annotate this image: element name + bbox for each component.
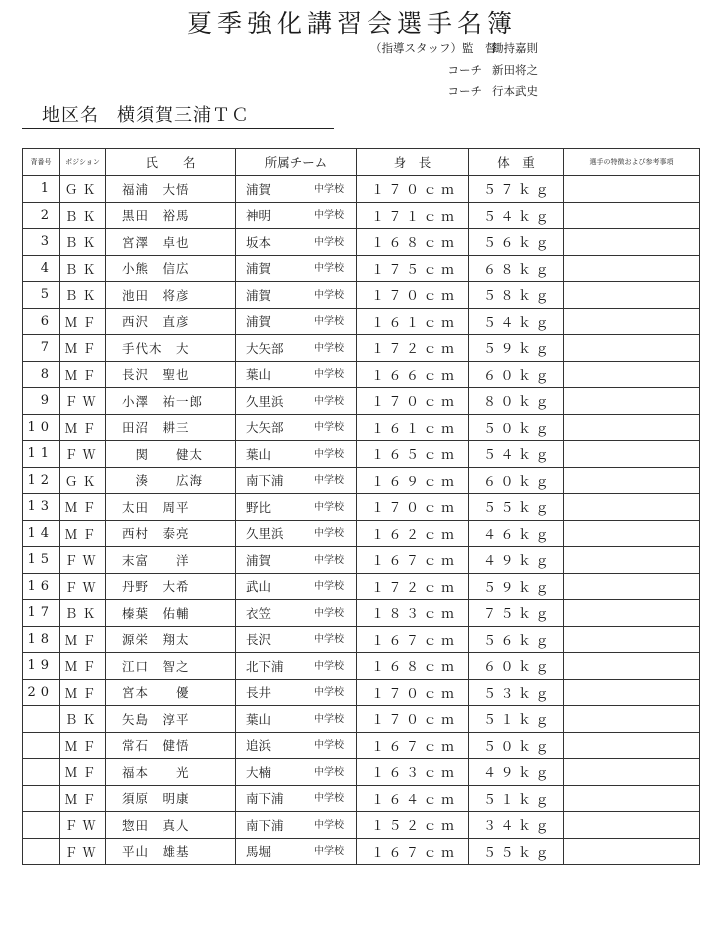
school-suffix: 中学校: [314, 581, 344, 593]
team-name: 長沢: [246, 632, 272, 648]
table-row: [23, 785, 700, 812]
player-position: ＢＫ: [60, 229, 106, 256]
school-suffix: 中学校: [314, 819, 344, 831]
player-team: [236, 600, 357, 627]
team-name: 葉山: [246, 711, 272, 727]
player-number: 4: [23, 255, 60, 282]
player-notes: [564, 600, 700, 627]
player-position: ＦＷ: [60, 441, 106, 468]
staff-role: コーチ: [447, 84, 482, 98]
region-line: [22, 104, 334, 129]
table-row: [23, 229, 700, 256]
player-number: 3: [23, 229, 60, 256]
player-position: ＭＦ: [60, 520, 106, 547]
player-position: ＭＦ: [60, 414, 106, 441]
player-weight: ５８ｋｇ: [469, 282, 564, 309]
table-row: [23, 626, 700, 653]
table-row: [23, 308, 700, 335]
player-position: ＦＷ: [60, 388, 106, 415]
player-team: [236, 308, 357, 335]
player-weight: ８０ｋｇ: [469, 388, 564, 415]
team-name: 久里浜: [246, 526, 284, 542]
player-weight: ６０ｋｇ: [469, 467, 564, 494]
table-row: [23, 361, 700, 388]
player-number: 1: [23, 176, 60, 203]
player-height: １６８ｃｍ: [357, 229, 469, 256]
player-team: [236, 414, 357, 441]
player-weight: ５７ｋｇ: [469, 176, 564, 203]
player-notes: [564, 176, 700, 203]
player-weight: ５５ｋｇ: [469, 838, 564, 865]
region-value: 横須賀三浦ＴＣ: [117, 105, 250, 126]
player-number: 19: [23, 653, 60, 680]
table-row: [23, 335, 700, 362]
player-number: [23, 732, 60, 759]
player-name: 池田 将彦: [106, 282, 236, 309]
player-number: 5: [23, 282, 60, 309]
player-team: [236, 388, 357, 415]
player-notes: [564, 202, 700, 229]
table-row: [23, 388, 700, 415]
player-position: ＢＫ: [60, 255, 106, 282]
table-row: [23, 600, 700, 627]
player-position: ＦＷ: [60, 573, 106, 600]
player-notes: [564, 494, 700, 521]
school-suffix: 中学校: [314, 793, 344, 805]
team-name: 馬堀: [246, 844, 272, 860]
staff-role: コーチ: [447, 62, 482, 77]
school-suffix: 中学校: [314, 369, 344, 381]
table-row: [23, 202, 700, 229]
player-position: ＭＦ: [60, 759, 106, 786]
table-row: [23, 547, 700, 574]
player-team: [236, 706, 357, 733]
player-number: 17: [23, 600, 60, 627]
player-name: 関 健太: [106, 441, 236, 468]
player-team: [236, 282, 357, 309]
player-weight: ５９ｋｇ: [469, 335, 564, 362]
player-name: 福本 光: [106, 759, 236, 786]
player-height: １７０ｃｍ: [357, 679, 469, 706]
team-name: 葉山: [246, 446, 272, 462]
player-name: 西沢 直彦: [106, 308, 236, 335]
player-notes: [564, 812, 700, 839]
staff-name: 新田将之: [492, 62, 538, 77]
player-name: 湊 広海: [106, 467, 236, 494]
header-name: 氏 名: [106, 149, 236, 176]
player-notes: [564, 308, 700, 335]
player-number: 16: [23, 573, 60, 600]
player-number: 8: [23, 361, 60, 388]
player-name: 小澤 祐一郎: [106, 388, 236, 415]
team-name: 南下浦: [246, 817, 284, 833]
player-height: １６１ｃｍ: [357, 414, 469, 441]
table-row: [23, 573, 700, 600]
table-row: [23, 732, 700, 759]
player-team: [236, 361, 357, 388]
school-suffix: 中学校: [314, 687, 344, 699]
player-weight: ７５ｋｇ: [469, 600, 564, 627]
school-suffix: 中学校: [314, 448, 344, 460]
player-position: ＧＫ: [60, 467, 106, 494]
player-height: １７０ｃｍ: [357, 706, 469, 733]
header-weight: 体 重: [469, 149, 564, 176]
player-height: １７０ｃｍ: [357, 176, 469, 203]
staff-name: 行本武史: [492, 84, 538, 98]
player-notes: [564, 414, 700, 441]
team-name: 神明: [246, 208, 272, 224]
school-suffix: 中学校: [314, 607, 344, 619]
player-weight: ６０ｋｇ: [469, 361, 564, 388]
player-height: １７２ｃｍ: [357, 573, 469, 600]
school-suffix: 中学校: [314, 740, 344, 752]
school-suffix: 中学校: [314, 395, 344, 407]
table-row: [23, 494, 700, 521]
player-position: ＭＦ: [60, 653, 106, 680]
player-position: ＭＦ: [60, 335, 106, 362]
school-suffix: 中学校: [314, 554, 344, 566]
player-number: [23, 706, 60, 733]
player-height: １６７ｃｍ: [357, 838, 469, 865]
player-position: ＦＷ: [60, 838, 106, 865]
player-height: １６８ｃｍ: [357, 653, 469, 680]
player-number: 18: [23, 626, 60, 653]
table-row: [23, 520, 700, 547]
document-title: 夏季強化講習会選手名簿: [186, 9, 517, 38]
table-row: [23, 176, 700, 203]
school-suffix: 中学校: [314, 501, 344, 513]
team-name: 武山: [246, 579, 272, 595]
team-name: 衣笠: [246, 605, 272, 621]
team-name: 南下浦: [246, 791, 284, 807]
player-notes: [564, 706, 700, 733]
school-suffix: 中学校: [314, 316, 344, 328]
player-weight: ４９ｋｇ: [469, 547, 564, 574]
player-number: [23, 812, 60, 839]
table-row: [23, 759, 700, 786]
school-suffix: 中学校: [314, 528, 344, 540]
table-row: [23, 414, 700, 441]
player-number: [23, 785, 60, 812]
player-team: [236, 229, 357, 256]
player-height: １７０ｃｍ: [357, 282, 469, 309]
player-number: 10: [23, 414, 60, 441]
school-suffix: 中学校: [314, 263, 344, 275]
school-suffix: 中学校: [314, 475, 344, 487]
player-weight: ５４ｋｇ: [469, 308, 564, 335]
player-notes: [564, 653, 700, 680]
player-team: [236, 732, 357, 759]
player-notes: [564, 547, 700, 574]
player-team: [236, 335, 357, 362]
player-name: 田沼 耕三: [106, 414, 236, 441]
team-name: 追浜: [246, 738, 272, 754]
player-position: ＢＫ: [60, 600, 106, 627]
player-number: 7: [23, 335, 60, 362]
player-team: [236, 838, 357, 865]
header-notes: 選手の特徴および参考事項: [564, 149, 700, 176]
player-weight: ５５ｋｇ: [469, 494, 564, 521]
player-weight: ５６ｋｇ: [469, 229, 564, 256]
staff-row-coach: [370, 81, 670, 103]
player-name: 榛葉 佑輔: [106, 600, 236, 627]
team-name: 南下浦: [246, 473, 284, 489]
player-height: １７２ｃｍ: [357, 335, 469, 362]
player-position: ＭＦ: [60, 361, 106, 388]
player-position: ＭＦ: [60, 785, 106, 812]
player-position: ＦＷ: [60, 547, 106, 574]
table-row: [23, 679, 700, 706]
player-name: 福浦 大悟: [106, 176, 236, 203]
team-name: 久里浜: [246, 393, 284, 409]
player-position: ＢＫ: [60, 282, 106, 309]
roster-body: [23, 176, 700, 865]
player-notes: [564, 785, 700, 812]
player-weight: ５３ｋｇ: [469, 679, 564, 706]
player-number: [23, 838, 60, 865]
team-name: 長井: [246, 685, 272, 701]
team-name: 浦賀: [246, 287, 272, 303]
table-row: [23, 282, 700, 309]
player-number: 14: [23, 520, 60, 547]
player-height: １６６ｃｍ: [357, 361, 469, 388]
player-weight: ５９ｋｇ: [469, 573, 564, 600]
player-notes: [564, 335, 700, 362]
player-height: １６１ｃｍ: [357, 308, 469, 335]
player-name: 宮本 優: [106, 679, 236, 706]
table-row: [23, 255, 700, 282]
team-name: 野比: [246, 499, 272, 515]
player-notes: [564, 361, 700, 388]
school-suffix: 中学校: [314, 342, 344, 354]
team-name: 大矢部: [246, 420, 284, 436]
player-team: [236, 441, 357, 468]
player-team: [236, 255, 357, 282]
player-weight: ６８ｋｇ: [469, 255, 564, 282]
player-number: 20: [23, 679, 60, 706]
player-height: １６７ｃｍ: [357, 626, 469, 653]
player-notes: [564, 759, 700, 786]
player-weight: ３４ｋｇ: [469, 812, 564, 839]
team-name: 大楠: [246, 764, 272, 780]
player-weight: ５４ｋｇ: [469, 441, 564, 468]
player-number: 12: [23, 467, 60, 494]
player-notes: [564, 441, 700, 468]
player-position: ＢＫ: [60, 202, 106, 229]
table-row: [23, 441, 700, 468]
staff-list: [370, 38, 670, 103]
table-row: [23, 467, 700, 494]
player-notes: [564, 573, 700, 600]
team-name: 北下浦: [246, 658, 284, 674]
school-suffix: 中学校: [314, 210, 344, 222]
player-name: 西村 泰亮: [106, 520, 236, 547]
table-row: [23, 812, 700, 839]
player-weight: ５１ｋｇ: [469, 706, 564, 733]
player-position: ＭＦ: [60, 626, 106, 653]
table-row: [23, 706, 700, 733]
player-name: 江口 智之: [106, 653, 236, 680]
player-height: １６７ｃｍ: [357, 547, 469, 574]
player-notes: [564, 838, 700, 865]
player-height: １６２ｃｍ: [357, 520, 469, 547]
player-team: [236, 176, 357, 203]
player-position: ＦＷ: [60, 812, 106, 839]
player-height: １７０ｃｍ: [357, 494, 469, 521]
player-height: １７５ｃｍ: [357, 255, 469, 282]
player-position: ＭＦ: [60, 494, 106, 521]
player-name: 惣田 真人: [106, 812, 236, 839]
player-team: [236, 520, 357, 547]
player-notes: [564, 467, 700, 494]
school-suffix: 中学校: [314, 236, 344, 248]
team-name: 浦賀: [246, 552, 272, 568]
header-team: 所属チーム: [236, 149, 357, 176]
player-team: [236, 467, 357, 494]
player-team: [236, 494, 357, 521]
player-height: １６３ｃｍ: [357, 759, 469, 786]
school-suffix: 中学校: [314, 289, 344, 301]
player-name: 末富 洋: [106, 547, 236, 574]
player-number: 15: [23, 547, 60, 574]
player-team: [236, 785, 357, 812]
player-roster-table: [22, 148, 700, 865]
player-position: ＢＫ: [60, 706, 106, 733]
player-team: [236, 547, 357, 574]
region-label: 地区名: [42, 105, 99, 126]
player-name: 常石 健悟: [106, 732, 236, 759]
staff-role: （指導スタッフ）監 督: [370, 41, 497, 55]
player-height: １６９ｃｍ: [357, 467, 469, 494]
school-suffix: 中学校: [314, 766, 344, 778]
player-number: 9: [23, 388, 60, 415]
team-name: 大矢部: [246, 340, 284, 356]
player-weight: ５０ｋｇ: [469, 732, 564, 759]
player-notes: [564, 679, 700, 706]
header-height: 身 長: [357, 149, 469, 176]
player-name: 源栄 翔太: [106, 626, 236, 653]
player-position: ＭＦ: [60, 679, 106, 706]
player-name: 手代木 大: [106, 335, 236, 362]
player-height: １５２ｃｍ: [357, 812, 469, 839]
player-name: 長沢 聖也: [106, 361, 236, 388]
player-position: ＧＫ: [60, 176, 106, 203]
table-row: [23, 653, 700, 680]
player-number: 11: [23, 441, 60, 468]
player-number: 2: [23, 202, 60, 229]
staff-row-coach: [370, 60, 670, 82]
player-name: 太田 周平: [106, 494, 236, 521]
player-name: 平山 雄基: [106, 838, 236, 865]
player-number: 6: [23, 308, 60, 335]
player-team: [236, 573, 357, 600]
player-height: １７０ｃｍ: [357, 388, 469, 415]
table-row: [23, 838, 700, 865]
player-name: 小熊 信広: [106, 255, 236, 282]
player-name: 黒田 裕馬: [106, 202, 236, 229]
player-number: 13: [23, 494, 60, 521]
player-number: [23, 759, 60, 786]
player-weight: ４９ｋｇ: [469, 759, 564, 786]
player-height: １８３ｃｍ: [357, 600, 469, 627]
player-height: １６７ｃｍ: [357, 732, 469, 759]
player-weight: ５６ｋｇ: [469, 626, 564, 653]
player-name: 須原 明康: [106, 785, 236, 812]
team-name: 浦賀: [246, 181, 272, 197]
player-height: １７１ｃｍ: [357, 202, 469, 229]
school-suffix: 中学校: [314, 660, 344, 672]
team-name: 浦賀: [246, 314, 272, 330]
header-number: 背番号: [23, 149, 60, 176]
player-notes: [564, 732, 700, 759]
team-name: 葉山: [246, 367, 272, 383]
player-height: １６５ｃｍ: [357, 441, 469, 468]
header-position: ポジション: [60, 149, 106, 176]
player-team: [236, 202, 357, 229]
player-team: [236, 626, 357, 653]
school-suffix: 中学校: [314, 634, 344, 646]
school-suffix: 中学校: [314, 183, 344, 195]
player-name: 矢島 淳平: [106, 706, 236, 733]
player-weight: ６０ｋｇ: [469, 653, 564, 680]
staff-name: 鋤持嘉則: [492, 41, 538, 55]
team-name: 坂本: [246, 234, 272, 250]
school-suffix: 中学校: [314, 846, 344, 858]
player-team: [236, 679, 357, 706]
player-team: [236, 812, 357, 839]
player-position: ＭＦ: [60, 732, 106, 759]
player-notes: [564, 626, 700, 653]
player-weight: ４６ｋｇ: [469, 520, 564, 547]
staff-row-manager: [370, 38, 670, 60]
player-weight: ５４ｋｇ: [469, 202, 564, 229]
table-header-row: [23, 149, 700, 176]
player-height: １６４ｃｍ: [357, 785, 469, 812]
player-notes: [564, 388, 700, 415]
player-notes: [564, 255, 700, 282]
player-team: [236, 653, 357, 680]
player-notes: [564, 229, 700, 256]
player-team: [236, 759, 357, 786]
player-weight: ５１ｋｇ: [469, 785, 564, 812]
player-name: 丹野 大希: [106, 573, 236, 600]
school-suffix: 中学校: [314, 713, 344, 725]
player-position: ＭＦ: [60, 308, 106, 335]
player-notes: [564, 520, 700, 547]
player-name: 宮澤 卓也: [106, 229, 236, 256]
player-notes: [564, 282, 700, 309]
team-name: 浦賀: [246, 261, 272, 277]
school-suffix: 中学校: [314, 422, 344, 434]
player-weight: ５０ｋｇ: [469, 414, 564, 441]
